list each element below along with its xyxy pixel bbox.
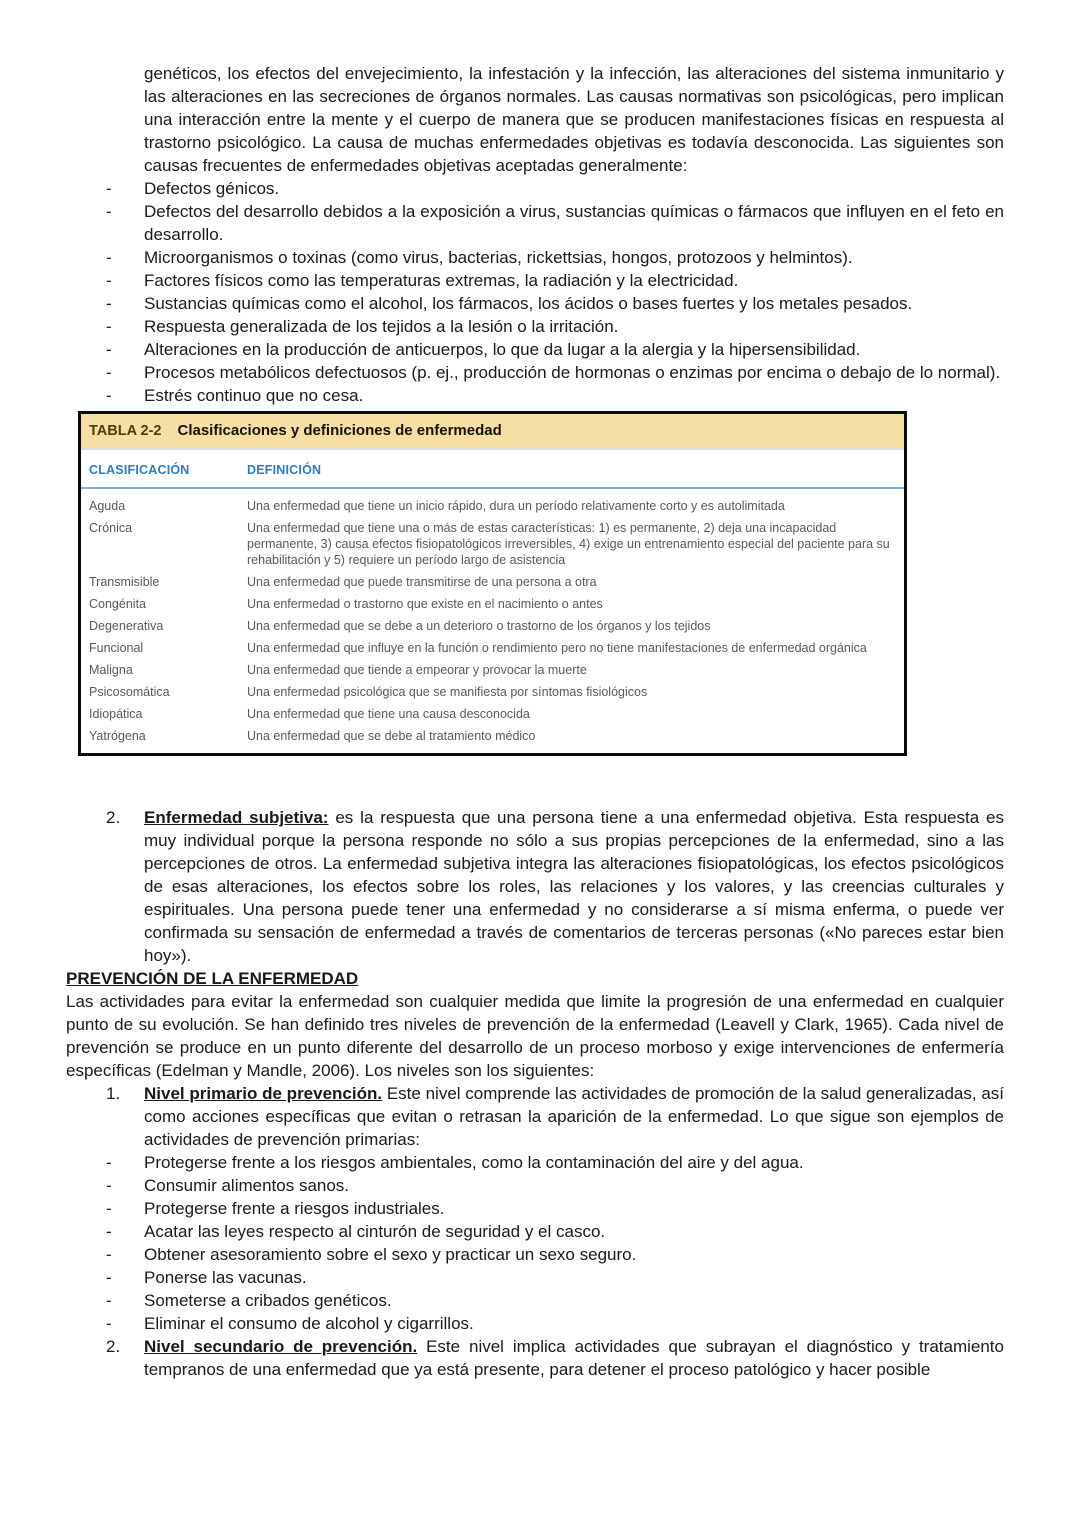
cell-classification: Aguda <box>89 499 126 513</box>
item-number: 2. <box>106 808 121 827</box>
list-item-text: Procesos metabólicos defectuosos (p. ej., producción de hormonas o enzimas por encima o debajo de lo normal). <box>144 363 1001 382</box>
table-row <box>89 706 894 722</box>
table-header-row <box>81 450 904 489</box>
list-item <box>66 1174 1004 1197</box>
cell-definition: Una enfermedad que tiene un inicio rápido, dura un período relativamente corto y es autolimitada <box>247 499 785 513</box>
disease-classification-table <box>78 411 907 756</box>
item-number: 2. <box>106 1337 121 1356</box>
table-row <box>89 498 894 514</box>
cell-classification: Idiopática <box>89 707 143 721</box>
cell-definition: Una enfermedad psicológica que se manifiesta por síntomas fisiológicos <box>247 685 648 699</box>
list-item <box>66 1266 1004 1289</box>
list-item-text: Defectos del desarrollo debidos a la exposición a virus, sustancias químicas o fármacos que influyen en el feto en desarrollo. <box>144 202 1004 244</box>
column-header-clasificacion: CLASIFICACIÓN <box>89 463 190 477</box>
dash-bullet: - <box>106 340 112 359</box>
list-item-text: Alteraciones en la producción de anticuerpos, lo que da lugar a la alergia y la hipersensibilidad. <box>144 340 861 359</box>
dash-bullet: - <box>106 271 112 290</box>
table-row <box>89 618 894 634</box>
cell-definition: Una enfermedad que se debe al tratamiento médico <box>247 729 536 743</box>
table-row <box>89 684 894 700</box>
dash-bullet: - <box>106 1245 112 1264</box>
cell-classification: Crónica <box>89 521 133 535</box>
list-item-text: Protegerse frente a riesgos industriales. <box>144 1199 445 1218</box>
list-item <box>66 338 1004 361</box>
list-item <box>66 384 1004 407</box>
dash-bullet: - <box>106 1314 112 1333</box>
cell-classification: Congénita <box>89 597 146 611</box>
list-item-text: Eliminar el consumo de alcohol y cigarrillos. <box>144 1314 474 1333</box>
table-row <box>89 574 894 590</box>
list-item-text: Someterse a cribados genéticos. <box>144 1291 392 1310</box>
list-item-text: Protegerse frente a los riesgos ambientales, como la contaminación del aire y del agua. <box>144 1153 804 1172</box>
intro-paragraph: genéticos, los efectos del envejecimiento, la infestación y la infección, las alteraciones del sistema inmunitario y las alteraciones en las secreciones de órganos normales. Las causas normativas son psicológicas, pero implican una interacción entre la mente y el cuerpo de manera que se producen manifestaciones físicas en respuesta al trastorno psicológico. La causa de muchas enfermedades objetivas es todavía desconocida. Las siguientes son causas frecuentes de enfermedades objetivas aceptadas generalmente: <box>144 64 1004 175</box>
dash-bullet: - <box>106 1176 112 1195</box>
dash-bullet: - <box>106 1268 112 1287</box>
list-item <box>66 177 1004 200</box>
list-item <box>66 361 1004 384</box>
cell-definition: Una enfermedad o trastorno que existe en el nacimiento o antes <box>247 597 603 611</box>
list-item <box>66 315 1004 338</box>
list-item <box>66 1151 1004 1174</box>
list-item-text: Estrés continuo que no cesa. <box>144 386 364 405</box>
dash-bullet: - <box>106 248 112 267</box>
item-text: es la respuesta que una persona tiene a una enfermedad objetiva. Esta respuesta es muy individual porque la persona responde no sólo a sus propias percepciones de la enfermedad, sino a las percepciones de otros. La enfermedad subjetiva integra las alteraciones fisiopatológicas, los efectos psicológicos de esas alteraciones, los efectos sobre los roles, las relaciones y los valores, y las creencias culturales y espirituales. Una persona puede tener una enfermedad y no considerarse a sí misma enferma, o puede ver confirmada su sensación de enfermedad a través de comentarios de terceras personas («No pareces estar bien hoy»). <box>144 808 1004 965</box>
table-row <box>89 596 894 612</box>
table-body <box>81 489 904 753</box>
list-item-text: Ponerse las vacunas. <box>144 1268 307 1287</box>
list-item <box>66 292 1004 315</box>
table-row <box>89 520 894 568</box>
list-item-text: Microorganismos o toxinas (como virus, bacterias, rickettsias, hongos, protozoos y helmintos). <box>144 248 853 267</box>
list-item-text: Respuesta generalizada de los tejidos a la lesión o la irritación. <box>144 317 619 336</box>
cell-classification: Transmisible <box>89 575 160 589</box>
dash-bullet: - <box>106 1153 112 1172</box>
dash-bullet: - <box>106 202 112 221</box>
dash-bullet: - <box>106 1222 112 1241</box>
list-item-text: Acatar las leyes respecto al cinturón de seguridad y el casco. <box>144 1222 606 1241</box>
dash-bullet: - <box>106 294 112 313</box>
cell-definition: Una enfermedad que tiene una o más de estas características: 1) es permanente, 2) deja una incapacidad permanente, 3) causa efectos fisiopatológicos irreversibles, 4) exige un entrenamiento especial del paciente para su rehabilitación y 5) requiere un período largo de asistencia <box>247 521 890 567</box>
list-item <box>66 1220 1004 1243</box>
dash-bullet: - <box>106 1199 112 1218</box>
table-row <box>89 728 894 744</box>
dash-bullet: - <box>106 386 112 405</box>
cell-definition: Una enfermedad que influye en la función o rendimiento pero no tiene manifestaciones de enfermedad orgánica <box>247 641 867 655</box>
cell-classification: Funcional <box>89 641 144 655</box>
list-item <box>66 246 1004 269</box>
cell-classification: Maligna <box>89 663 133 677</box>
cell-definition: Una enfermedad que tiende a empeorar y provocar la muerte <box>247 663 587 677</box>
item-nivel-primario <box>66 1082 1004 1151</box>
item-lead: Enfermedad subjetiva: <box>144 808 329 827</box>
list-item-text: Sustancias químicas como el alcohol, los fármacos, los ácidos o bases fuertes y los metales pesados. <box>144 294 913 313</box>
dash-bullet: - <box>106 179 112 198</box>
list-item <box>66 1289 1004 1312</box>
list-item <box>66 1312 1004 1335</box>
table-titlebar <box>81 414 904 450</box>
table-label: TABLA 2-2 <box>89 423 162 439</box>
cell-definition: Una enfermedad que puede transmitirse de una persona a otra <box>247 575 597 589</box>
causes-list <box>66 177 1004 407</box>
section-heading: PREVENCIÓN DE LA ENFERMEDAD <box>66 969 359 988</box>
list-item <box>66 269 1004 292</box>
item-enfermedad-subjetiva <box>66 806 1004 967</box>
list-item-text: Defectos génicos. <box>144 179 280 198</box>
cell-definition: Una enfermedad que tiene una causa desconocida <box>247 707 530 721</box>
item-text: Este nivel implica actividades que subrayan el diagnóstico y tratamiento tempranos de una enfermedad que ya está presente, para detener el proceso patológico y hacer posible <box>144 1337 1004 1379</box>
item-nivel-secundario <box>66 1335 1004 1381</box>
item-number: 1. <box>106 1084 121 1103</box>
table-row <box>89 640 894 656</box>
table-row <box>89 662 894 678</box>
list-item-text: Obtener asesoramiento sobre el sexo y practicar un sexo seguro. <box>144 1245 637 1264</box>
cell-definition: Una enfermedad que se debe a un deterioro o trastorno de los órganos y los tejidos <box>247 619 711 633</box>
cell-classification: Yatrógena <box>89 729 146 743</box>
cell-classification: Degenerativa <box>89 619 164 633</box>
list-item-text: Factores físicos como las temperaturas extremas, la radiación y la electricidad. <box>144 271 739 290</box>
list-item <box>66 200 1004 246</box>
dash-bullet: - <box>106 1291 112 1310</box>
item-lead: Nivel secundario de prevención. <box>144 1337 418 1356</box>
table-title: Clasificaciones y definiciones de enfermedad <box>177 422 502 439</box>
item-lead: Nivel primario de prevención. <box>144 1084 383 1103</box>
list-item <box>66 1243 1004 1266</box>
primary-prevention-list <box>66 1151 1004 1335</box>
item-text: Este nivel comprende las actividades de promoción de la salud generalizadas, así como acciones específicas que evitan o retrasan la aparición de la enfermedad. Lo que sigue son ejemplos de actividades de prevención primarias: <box>144 1084 1005 1149</box>
list-item-text: Consumir alimentos sanos. <box>144 1176 350 1195</box>
column-header-definicion: DEFINICIÓN <box>247 463 322 477</box>
dash-bullet: - <box>106 317 112 336</box>
prevention-paragraph: Las actividades para evitar la enfermedad son cualquier medida que limite la progresión de una enfermedad en cualquier punto de su evolución. Se han definido tres niveles de prevención de la enfermedad (Leavell y Clark, 1965). Cada nivel de prevención se produce en un punto diferente del desarrollo de un proceso morboso y exige intervenciones de enfermería específicas (Edelman y Mandle, 2006). Los niveles son los siguientes: <box>66 992 1004 1080</box>
cell-classification: Psicosomática <box>89 685 170 699</box>
list-item <box>66 1197 1004 1220</box>
dash-bullet: - <box>106 363 112 382</box>
